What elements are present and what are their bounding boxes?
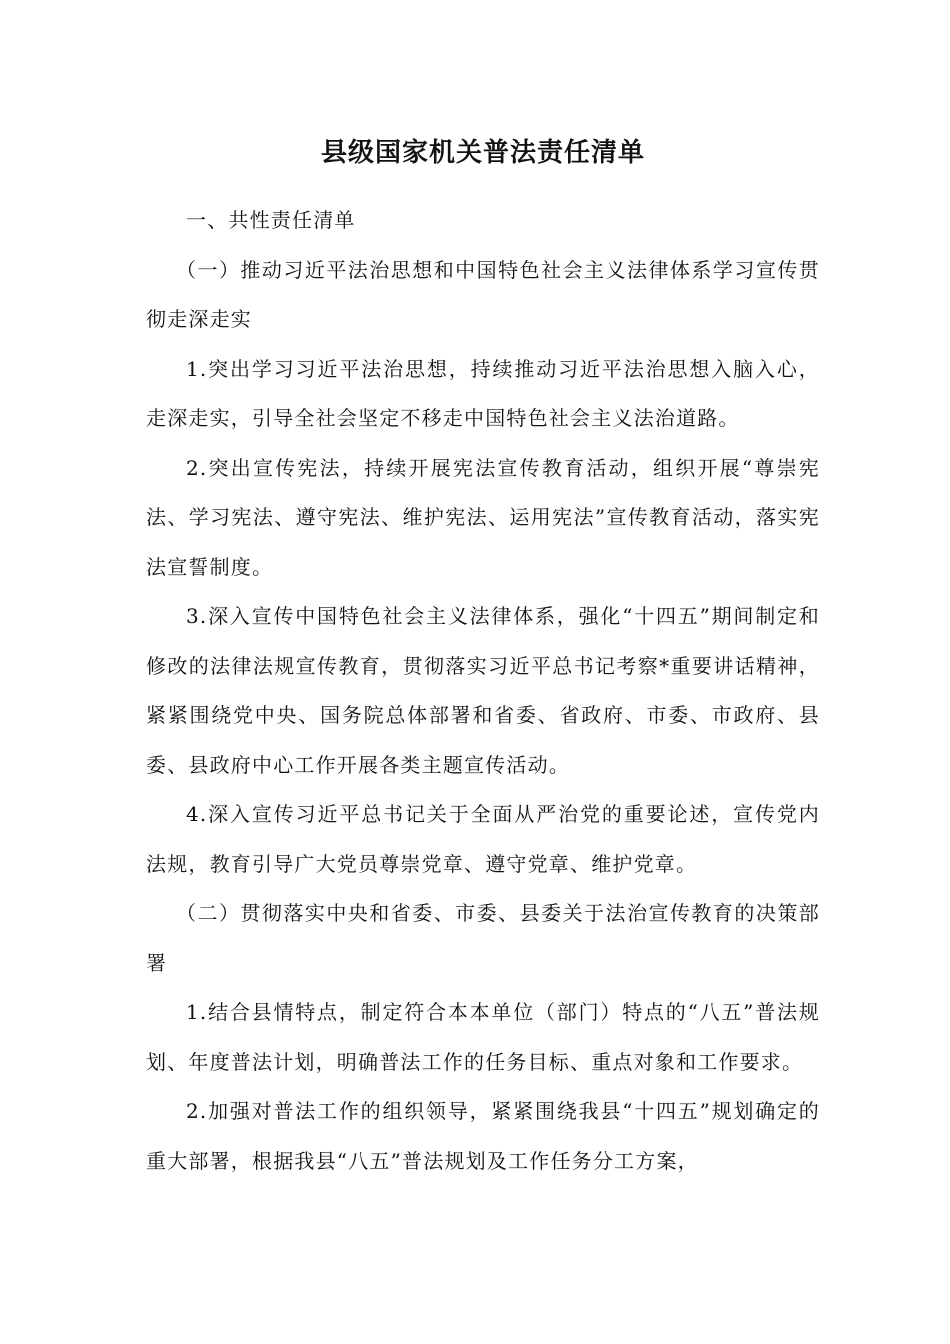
subsection-heading-1: （一）推动习近平法治思想和中国特色社会主义法律体系学习宣传贯彻走深走实	[146, 257, 820, 331]
list-item-1-2: 2.突出宣传宪法，持续开展宪法宣传教育活动，组织开展“尊崇宪法、学习宪法、遵守宪法、维护宪法、运用宪法”宣传教育活动，落实宪法宣誓制度。	[146, 455, 820, 579]
list-item-1-3: 3.深入宣传中国特色社会主义法律体系，强化“十四五”期间制定和修改的法律法规宣传教育，贯彻落实习近平总书记考察*重要讲话精神，紧紧围绕党中央、国务院总体部署和省委、省政府、市委、市政府、县委、县政府中心工作开展各类主题宣传活动。	[146, 604, 820, 777]
list-item-2-2: 2.加强对普法工作的组织领导，紧紧围绕我县“十四五”规划确定的重大部署，根据我县“八五”普法规划及工作任务分工方案，	[146, 1099, 820, 1173]
list-item-1-1: 1.突出学习习近平法治思想，持续推动习近平法治思想入脑入心，走深走实，引导全社会坚定不移走中国特色社会主义法治道路。	[146, 356, 820, 430]
subsection-heading-2: （二）贯彻落实中央和省委、市委、县委关于法治宣传教育的决策部署	[146, 901, 820, 975]
section-heading-common-responsibilities: 一、共性责任清单	[186, 208, 356, 232]
list-item-2-1: 1.结合县情特点，制定符合本本单位（部门）特点的“八五”普法规划、年度普法计划，明确普法工作的任务目标、重点对象和工作要求。	[146, 1000, 820, 1074]
list-item-1-4: 4.深入宣传习近平总书记关于全面从严治党的重要论述，宣传党内法规，教育引导广大党员尊崇党章、遵守党章、维护党章。	[146, 802, 820, 876]
document-title: 县级国家机关普法责任清单	[320, 138, 645, 168]
